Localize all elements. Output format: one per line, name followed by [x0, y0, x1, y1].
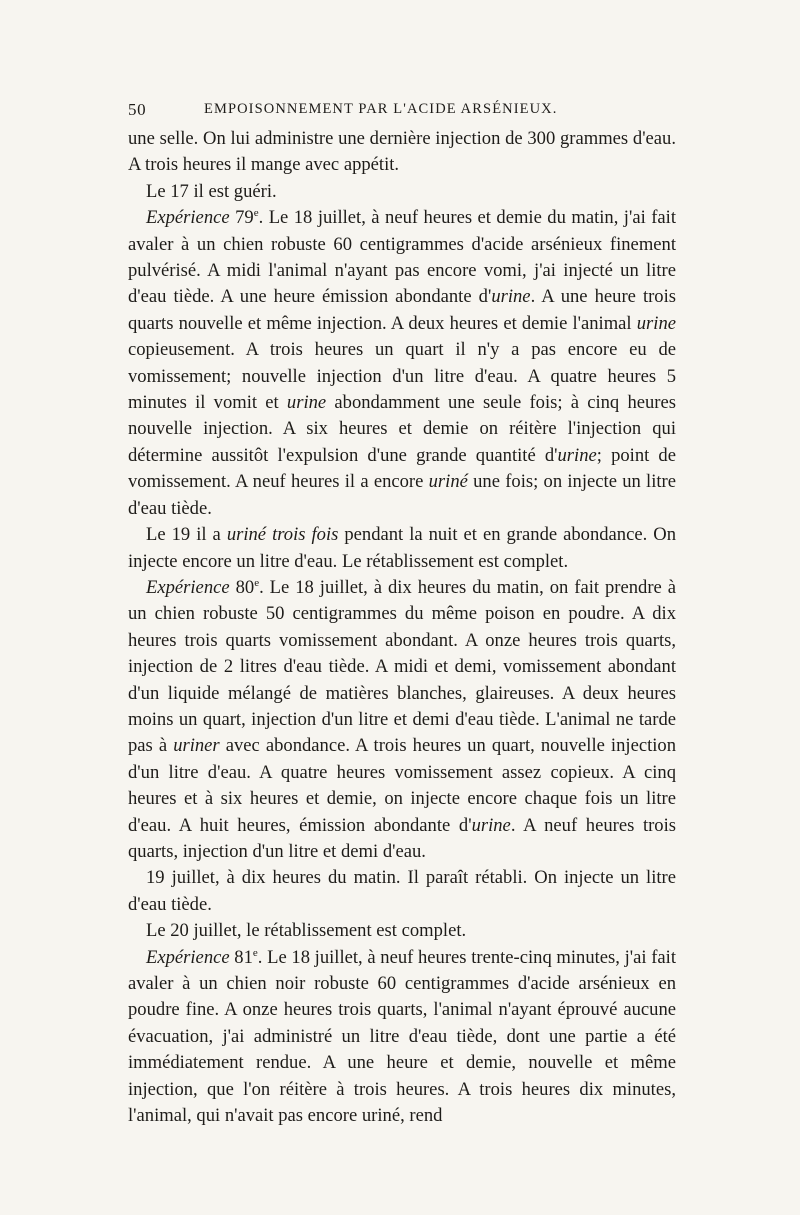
italic-text: urine — [491, 286, 531, 308]
text-run: 79 — [229, 207, 254, 229]
italic-text: urine — [557, 444, 597, 466]
text-run: une fois; on injecte un litre d'eau tiède. — [128, 471, 676, 519]
paragraph — [128, 179, 676, 205]
italic-text: uriner — [173, 735, 220, 757]
paragraph — [128, 865, 676, 918]
superscript: e — [252, 946, 258, 959]
text-run: . A une heure trois quarts nouvelle et même injection. A deux heures et demie l'animal — [128, 286, 676, 334]
text-run: ; point de vomissement. A neuf heures il a encore — [128, 444, 676, 493]
superscript: e — [253, 207, 259, 220]
paragraph — [128, 945, 676, 1130]
italic-text: urine — [471, 814, 511, 836]
text-run: Le 20 juillet, le rétablissement est complet. — [146, 920, 467, 942]
italic-text: uriné trois fois — [226, 524, 339, 546]
italic-text: Expérience — [146, 576, 230, 598]
page-header — [128, 96, 676, 126]
text-run: . Le 18 juillet, à dix heures du matin, on fait prendre à un chien robuste 50 centigrammes du même poison en poudre. A dix heures trois quarts vomissement abondant. A onze heures trois quarts, injection de 2 litres d'eau tiède. A midi et demi, vomissement abondant d'un liquide mélangé de matières blanches, glaireuses. A deux heures moins un quart, injection d'un litre et demi d'eau tiède. L'animal ne tarde pas à — [128, 576, 676, 757]
text-run: copieusement. A trois heures un quart il n'y a pas encore eu de vomissement; nouvelle injection d'un litre d'eau. A quatre heures 5 minutes il vomit et — [128, 339, 676, 414]
text-run: Le 19 il a — [146, 524, 227, 546]
text-run: 80 — [229, 576, 255, 598]
text-run: avec abondance. A trois heures un quart, nouvelle injection d'un litre d'eau. A quatre heures vomissement assez copieux. A cinq heures et à six heures et demie, on injecte encore chaque fois un litre d'eau. A huit heures, émission abondante d' — [128, 735, 676, 836]
paragraph — [128, 205, 676, 522]
text-run: abondamment une seule fois; à cinq heures nouvelle injection. A six heures et demie on réitère l'injection qui détermine aussitôt l'expulsion d'une grande quantité d' — [128, 392, 676, 466]
text-run: Le 17 il est guéri. — [146, 180, 277, 202]
paragraph — [128, 575, 676, 865]
book-page — [128, 96, 676, 1129]
superscript: e — [254, 576, 260, 589]
running-head: EMPOISONNEMENT PAR L'ACIDE ARSÉNIEUX. — [204, 101, 558, 117]
italic-text: Expérience — [146, 946, 230, 968]
paragraph — [128, 126, 676, 179]
page-number: 50 — [128, 100, 147, 119]
paragraph — [128, 918, 676, 944]
text-run: 19 juillet, à dix heures du matin. Il paraît rétabli. On injecte un litre d'eau tiède. — [128, 867, 676, 915]
italic-text: Expérience — [146, 207, 230, 229]
body-text — [128, 126, 676, 1129]
text-run: . Le 18 juillet, à neuf heures trente-cinq minutes, j'ai fait avaler à un chien noir robuste 60 centigrammes d'acide arsénieux en poudre fine. A onze heures trois quarts, l'animal n'ayant éprouvé aucune évacuation, j'ai administré un litre d'eau tiède, dont une partie a été immédiatement rendue. A une heure et demie, nouvelle et même injection, que l'on réitère à trois heures. A trois heures dix minutes, l'animal, qui n'avait pas encore uriné, rend — [128, 946, 677, 1127]
italic-text: urine — [636, 312, 676, 334]
text-run: . A neuf heures trois quarts, injection d'un litre et demi d'eau. — [128, 814, 676, 862]
italic-text: urine — [286, 392, 327, 414]
paragraph — [128, 522, 676, 575]
text-run: . Le 18 juillet, à neuf heures et demie du matin, j'ai fait avaler à un chien robuste 60 centigrammes d'acide arsénieux finement pulvérisé. A midi l'animal n'ayant pas encore vomi, j'ai injecté un litre d'eau tiède. A une heure émission abondante d' — [128, 207, 676, 308]
text-run: pendant la nuit et en grande abondance. On injecte encore un litre d'eau. Le rétablissement est complet. — [128, 524, 676, 572]
italic-text: uriné — [428, 471, 468, 493]
text-run: une selle. On lui administre une dernière injection de 300 grammes d'eau. A trois heures il mange avec appétit. — [128, 128, 676, 176]
text-run: 81 — [229, 946, 253, 968]
